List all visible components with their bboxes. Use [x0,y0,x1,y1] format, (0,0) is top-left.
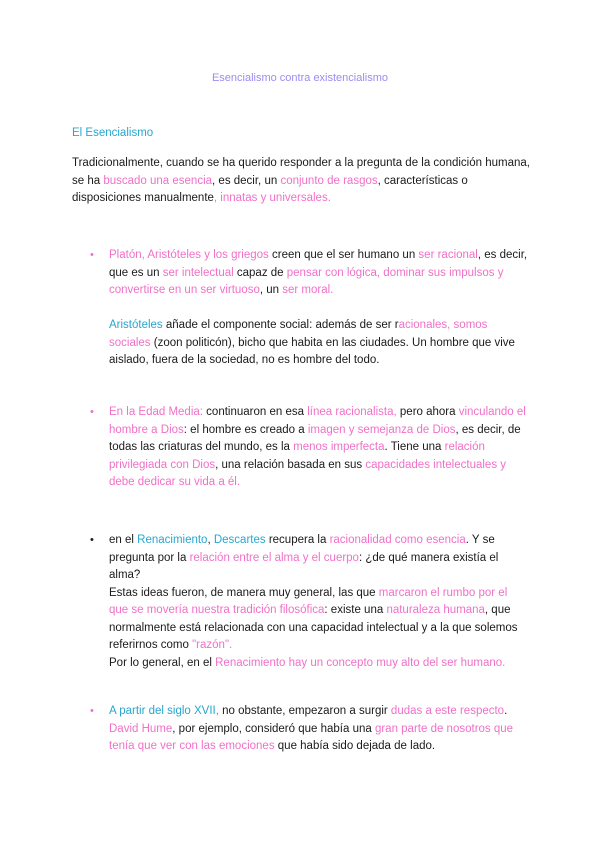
bullet-text: , es decir, de todas las criaturas del mundo, es la [109,423,521,453]
bullet-paragraph [109,585,529,655]
bullet-lead: A partir del siglo XVII, [109,705,219,717]
highlight: ser intelectual [162,266,234,279]
bullet-marker: • [90,705,94,717]
bullet-lead: Descartes [213,534,266,546]
highlight: gran parte de nosotros que tenía que ver con las emociones [109,722,514,752]
intro-highlight: , innatas y universales. [213,192,331,204]
highlight: dudas a este respecto [390,705,505,717]
bullet-text: , por ejemplo, consideró que había una [172,722,375,735]
highlight: ser racional [418,249,478,261]
document-title: Esencialismo contra existencialismo [211,72,389,84]
intro-text: , características o disposiciones manualmente [72,174,468,204]
highlight: Renacimiento hay un concepto muy alto del ser humano. [215,656,506,669]
intro-text: Tradicionalmente, cuando se ha querido responder a la pregunta de la condición humana, se ha [72,157,530,187]
bullet-text: Estas ideas fueron, de manera muy general, las que [109,586,379,599]
intro-highlight: buscado una esencia [103,174,213,187]
bullet-text: recupera la [265,534,330,546]
bullet-siglo-xvii [109,703,529,756]
bullet-paragraph [109,721,529,756]
highlight: ser moral. [282,284,334,296]
highlight: capacidades intelectuales y debe dedicar su vida a él. [109,458,507,488]
bullet-text: en el [109,534,138,546]
highlight: línea racionalista, [307,406,397,418]
bullet-text: (zoon politicón), bicho que habita en las ciudades. Un hombre que vive aislado, fuera de la sociedad, no es hombre del todo. [109,336,515,366]
bullet-text: , es decir, que es un [109,249,528,279]
bullet-text: Por lo general, en el [109,656,216,669]
bullet-lead: Aristóteles [109,319,163,331]
bullet-greeks [109,247,529,300]
intro-paragraph [72,155,534,208]
bullet-paragraph [109,655,529,673]
highlight: vinculando el hombre a Dios [109,406,526,436]
bullet-text: , una relación basada en sus [215,458,366,471]
bullet-text: pero ahora [396,406,459,418]
highlight: marcaron el rumbo por el que se movería nuestra tradición filosófica [109,586,508,616]
bullet-text: capaz de [233,266,287,279]
highlight: pensar con lógica, dominar sus impulsos y convertirse en un ser virtuoso [109,266,504,296]
highlight: "razón". [192,639,233,651]
highlight: relación entre el alma y el cuerpo [189,551,359,564]
highlight: acionales, somos sociales [109,319,488,349]
bullet-marker: • [90,406,94,418]
bullet-edad-media [109,404,529,492]
bullet-text: : ¿de qué manera existía el alma? [109,551,499,581]
bullet-text: , que normalmente está relacionada con una capacidad intelectual y a la que solemos referirnos como [109,604,518,651]
highlight: menos imperfecta [293,441,385,453]
bullet-text: . [504,705,508,717]
highlight: imagen y semejanza de Dios [307,423,456,436]
bullet-paragraph [109,532,529,585]
bullet-text: , [207,534,214,546]
bullet-text: . Tiene una [384,441,445,453]
bullet-text: : el hombre es creado a [183,423,308,436]
highlight: naturaleza humana [386,604,485,616]
bullet-marker: • [90,249,94,261]
highlight: racionalidad como esencia [329,534,466,546]
bullet-lead: En la Edad Media: [109,406,203,418]
bullet-text: creen que el ser humano un [268,249,419,261]
intro-highlight: conjunto de rasgos [280,174,378,187]
bullet-paragraph [109,703,529,721]
bullet-marker: • [90,534,94,546]
bullet-text: que había sido dejada de lado. [274,740,436,752]
bullet-lead: Renacimiento [137,534,208,546]
bullet-lead: David Hume [109,722,173,735]
bullet-lead: Platón, Aristóteles y los griegos [109,249,269,261]
bullet-text: no obstante, empezaron a surgir [218,705,391,717]
bullet-text: : existe una [324,604,387,616]
bullet-text: . Y se pregunta por la [109,534,495,564]
highlight: relación privilegiada con Dios [109,441,485,471]
bullet-renacimiento [109,532,529,672]
bullet-aristoteles-para [109,317,529,370]
bullet-text: continuaron en esa [202,406,308,418]
bullet-text: añade el componente social: además de ser r [162,319,399,331]
intro-text: , es decir, un [212,174,281,187]
section-heading: El Esencialismo [72,127,154,139]
bullet-text: , un [259,284,283,296]
